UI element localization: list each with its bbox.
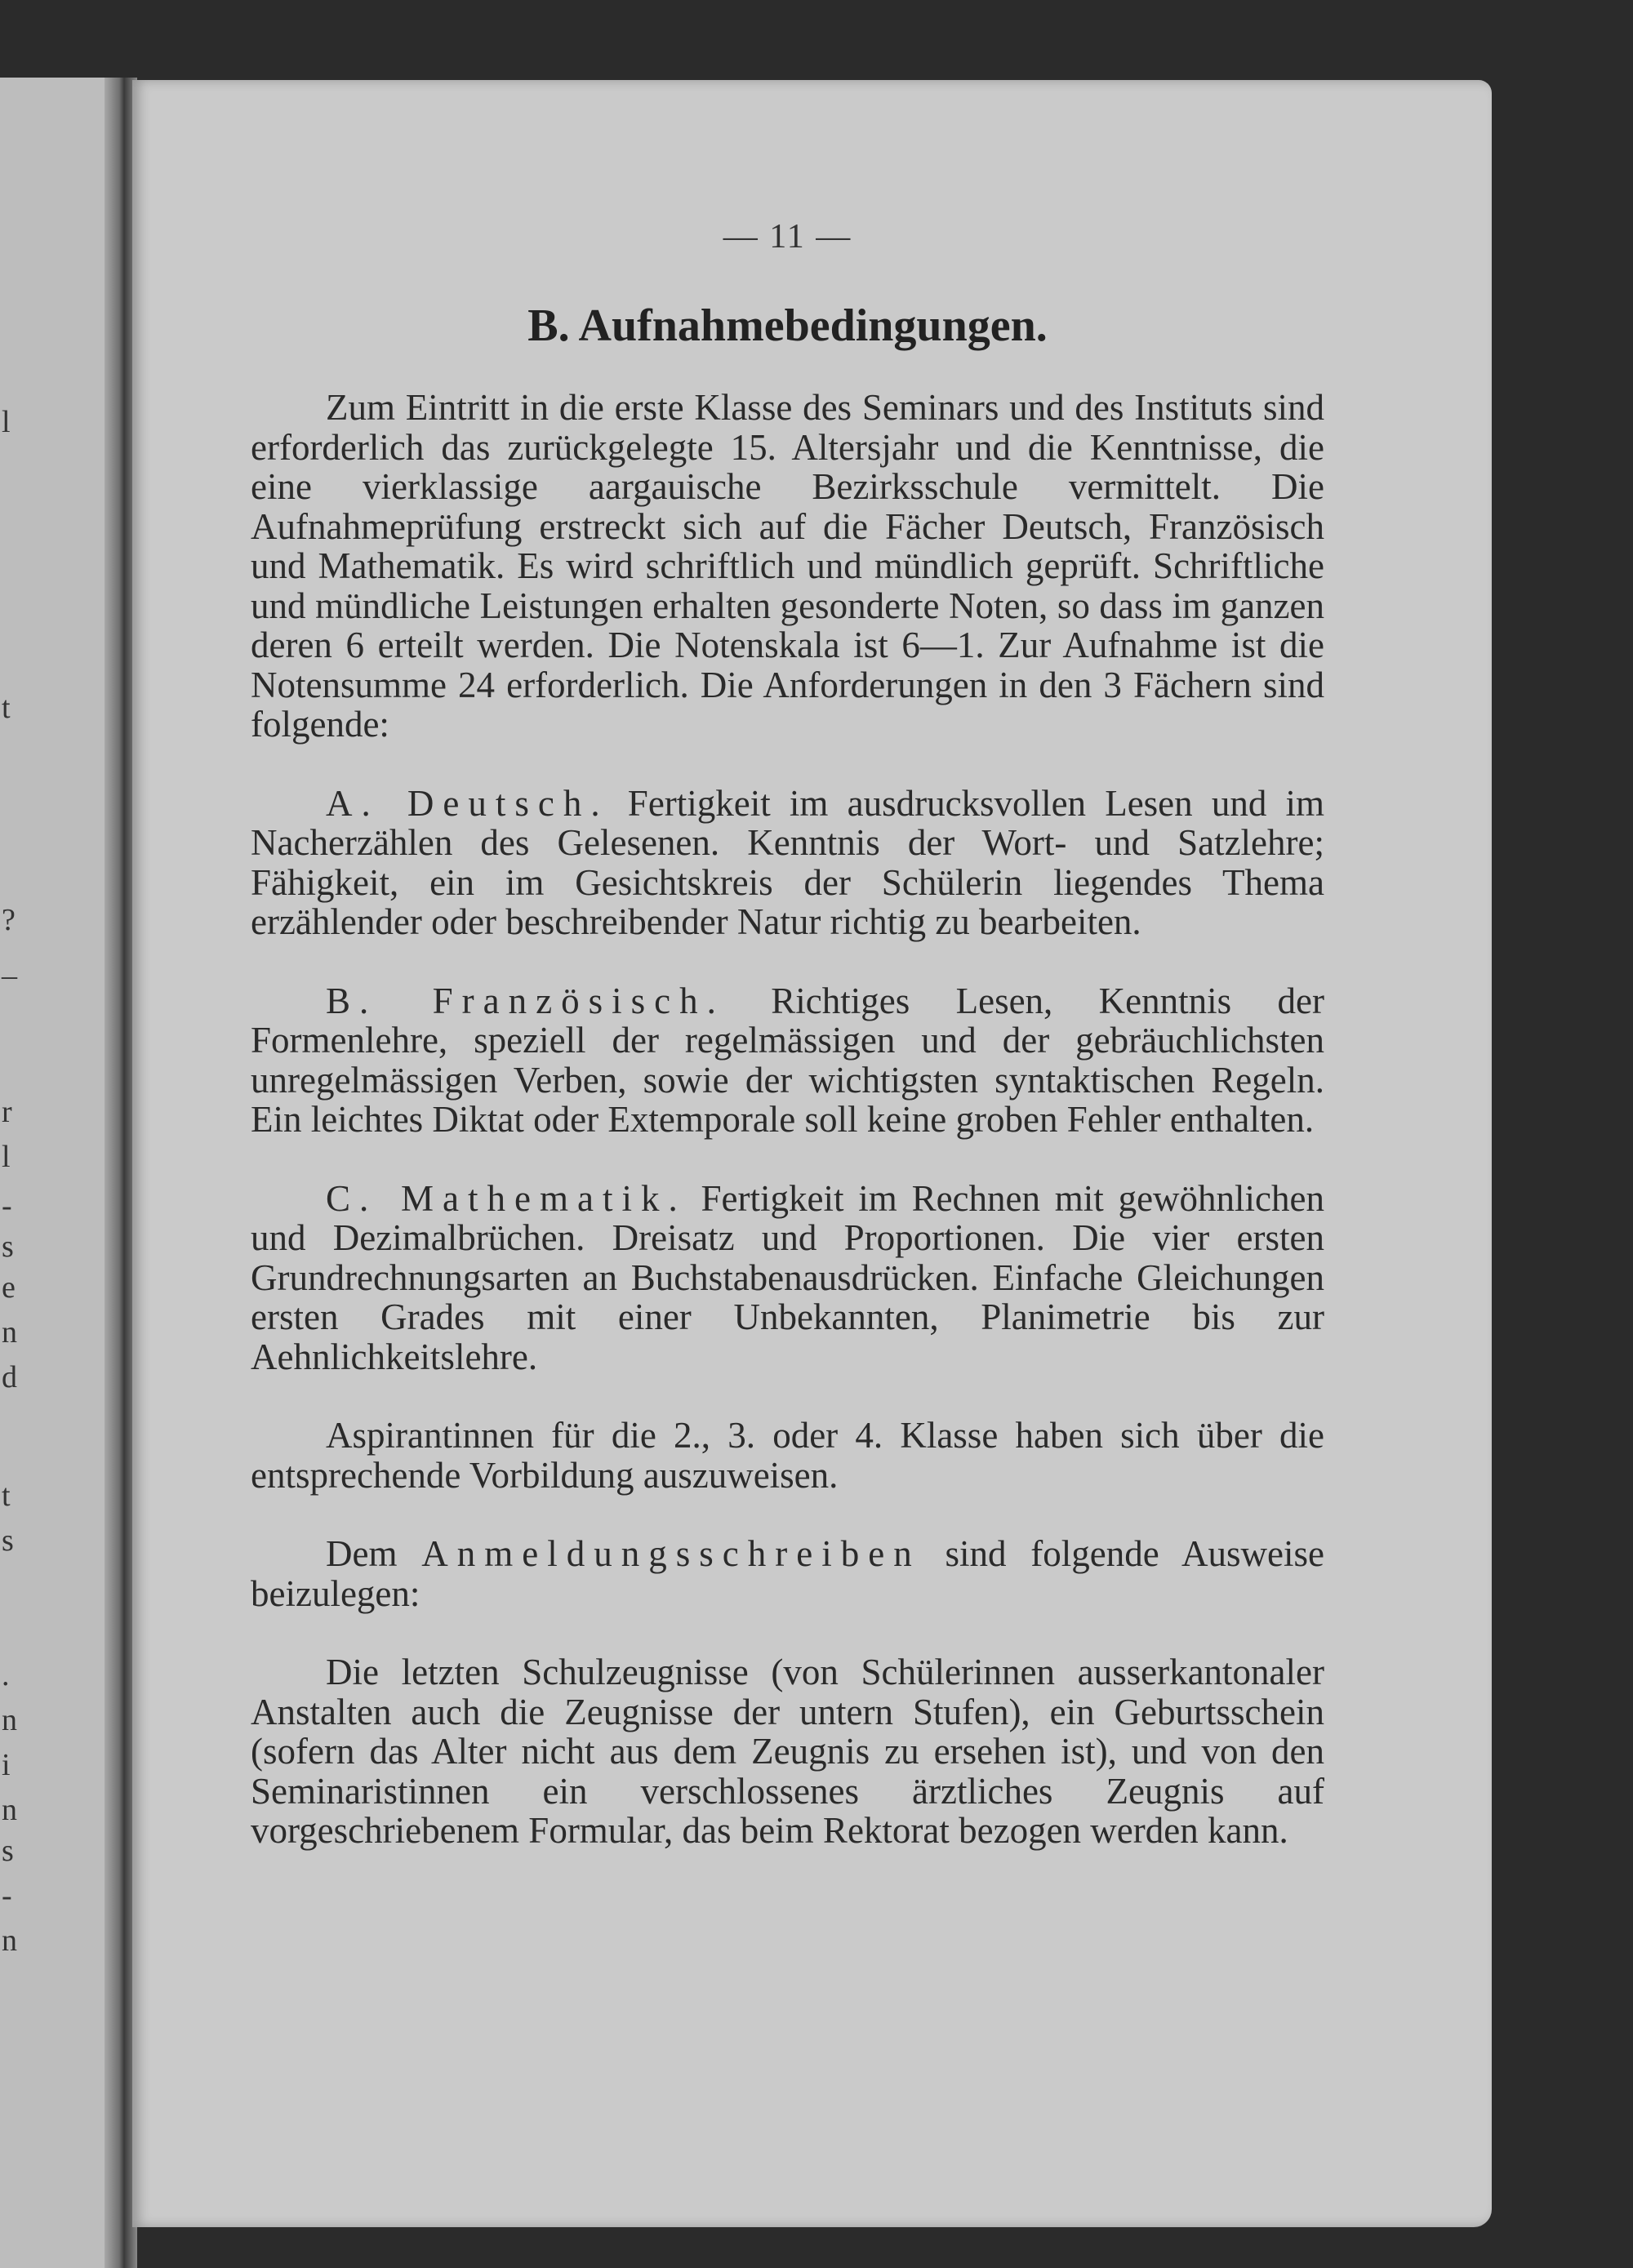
deutsch-text: Fertigkeit im ausdrucksvollen Lesen und im Nacherzählen des Gelesenen. Kenntnis der Wort- und Satzlehre; Fähigkeit, ein im Gesichtskreis der Schülerin liegendes Thema erzählender oder beschreibender Natur richtig zu bearbeiten. [251,782,1324,942]
zeugnisse-paragraph: Die letzten Schulzeugnisse (von Schülerinnen ausserkantonaler Anstalten auch die Zeugnisse der untern Stufen), ein Geburtsschein (sofern das Alter nicht aus dem Zeugnis zu ersehen ist), und von den Seminaristinnen ein verschlossenes ärztliches Zeugnis auf vorgeschriebenem Formular, das beim Rektorat bezogen werden kann. [251,1652,1324,1851]
margin-char: r [2,1095,12,1129]
margin-char: i [2,1748,11,1782]
margin-char: _ [2,948,17,982]
margin-char: t [2,691,11,725]
margin-char: . [2,1658,10,1692]
margin-char: d [2,1360,17,1394]
margin-char: s [2,1834,14,1868]
aspirantinnen-paragraph: Aspirantinnen für die 2., 3. oder 4. Klasse haben sich über die entsprechende Vorbildung auszuweisen. [251,1415,1324,1496]
facing-page-margin-text [0,78,24,2268]
margin-char: ? [2,903,16,937]
intro-paragraph: Zum Eintritt in die erste Klasse des Seminars und des Instituts sind erforderlich das zurückgelegte 15. Altersjahr und die Kenntnisse, die eine vierklassige aargauische Bezirksschule vermittelt. Die Aufnahmeprüfung erstreckt sich auf die Fächer Deutsch, Französisch und Mathematik. Es wird schriftlich und mündlich geprüft. Schriftliche und mündliche Leistungen erhalten gesonderte Noten, so dass im ganzen deren 6 erteilt werden. Die Notenskala ist 6—1. Zur Aufnahme ist die Notensumme 24 erforderlich. Die Anforderungen in den 3 Fächern sind folgende: [251,387,1324,745]
margin-char: n [2,1793,17,1827]
anmeldung-suffix: sind folgende Ausweise beizulegen: [251,1533,1325,1614]
anmeldung-spaced-word: Anmeldungsschreiben [421,1533,921,1574]
deutsch-paragraph [251,784,1324,942]
franzoesisch-label: B. Französisch. [326,980,725,1021]
mathematik-label: C. Mathematik. [326,1177,687,1219]
margin-char: e [2,1270,16,1305]
margin-char: n [2,1703,17,1737]
franzoesisch-paragraph [251,981,1324,1140]
page-content [251,217,1324,1890]
book-page [132,80,1492,2227]
margin-char: l [2,1140,11,1174]
franzoesisch-text: Richtiges Lesen, Kenntnis der Formenlehre, speziell der regelmässigen und der gebräuchlichsten unregelmässigen Verben, sowie der wichtigsten syntaktischen Regeln. Ein leichtes Diktat oder Extemporale soll keine groben Fehler enthalten. [251,980,1325,1140]
page-number: — 11 — [723,218,852,256]
section-heading: B. Aufnahmebedingungen. [527,300,1048,351]
mathematik-text: Fertigkeit im Rechnen mit gewöhnlichen und Dezimalbrüchen. Dreisatz und Proportionen. Die vier ersten Grundrechnungsarten an Buchstabenausdrücken. Einfache Gleichungen ersten Grades mit einer Unbekannten, Planimetrie bis zur Aehnlichkeitslehre. [251,1177,1324,1377]
margin-char: - [2,1189,12,1223]
margin-char: s [2,1230,14,1264]
anmeldung-prefix: Dem [326,1533,398,1574]
margin-char: - [2,1879,12,1913]
margin-char: t [2,1479,11,1513]
margin-char: n [2,1315,17,1350]
margin-char: n [2,1923,17,1958]
anmeldung-paragraph [251,1534,1324,1613]
deutsch-label: A. Deutsch. [326,782,609,824]
margin-char: s [2,1523,14,1558]
margin-char: l [2,405,11,439]
mathematik-paragraph [251,1179,1324,1377]
